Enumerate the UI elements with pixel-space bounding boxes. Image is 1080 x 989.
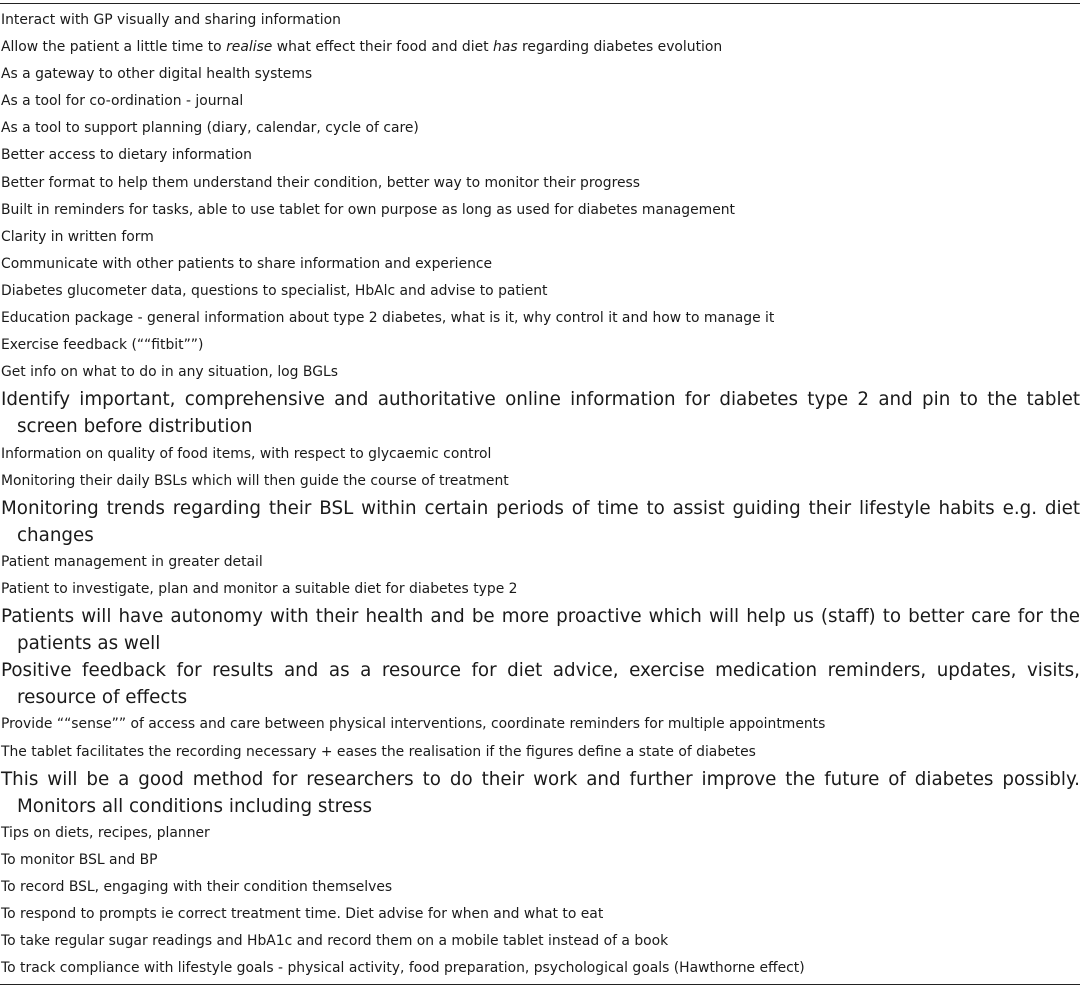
table-row: To track compliance with lifestyle goals - physical activity, food preparation, psychological goals (Hawthorne effect) bbox=[1, 960, 805, 977]
table-row: As a gateway to other digital health systems bbox=[1, 66, 313, 83]
table-row: Information on quality of food items, with respect to glycaemic control bbox=[1, 445, 492, 462]
bottom-rule bbox=[0, 984, 1080, 985]
table-row: As a tool for co-ordination - journal bbox=[1, 93, 244, 110]
table-row: Patient to investigate, plan and monitor a suitable diet for diabetes type 2 bbox=[1, 580, 518, 597]
row-emphasis: has bbox=[493, 39, 518, 56]
table-row: As a tool to support planning (diary, calendar, cycle of care) bbox=[1, 120, 419, 137]
table-row: Communicate with other patients to share information and experience bbox=[1, 255, 493, 272]
table-row: Positive feedback for results and as a resource for diet advice, exercise medication reminders, updates, visits, resource of effects bbox=[1, 660, 1080, 709]
table-row: Tips on diets, recipes, planner bbox=[1, 824, 210, 841]
table-row: To record BSL, engaging with their condition themselves bbox=[1, 879, 393, 895]
table-row: Diabetes glucometer data, questions to specialist, HbAlc and advise to patient bbox=[1, 282, 548, 299]
table-row: The tablet facilitates the recording necessary + eases the realisation if the figures define a state of diabetes bbox=[1, 743, 756, 760]
table bbox=[0, 3, 1080, 985]
table-row: Clarity in written form bbox=[1, 228, 154, 245]
table-row: Better format to help them understand their condition, better way to monitor their progress bbox=[1, 174, 641, 191]
table-row bbox=[0, 34, 1080, 61]
table-row: Better access to dietary information bbox=[1, 147, 252, 164]
table-row: Patient management in greater detail bbox=[1, 553, 263, 570]
table-row: Get info on what to do in any situation, log BGLs bbox=[1, 364, 338, 381]
table-row: To take regular sugar readings and HbA1c and record them on a mobile tablet instead of a book bbox=[1, 933, 669, 950]
table-row: To monitor BSL and BP bbox=[1, 851, 158, 868]
table-row: Exercise feedback (““fitbit””) bbox=[1, 337, 204, 354]
table-row: This will be a good method for researchers to do their work and further improve the future of diabetes possibly. Monitors all conditions including stress bbox=[1, 768, 1080, 817]
table-row: Identify important, comprehensive and authoritative online information for diabetes type 2 and pin to the tablet screen before distribution bbox=[1, 389, 1080, 438]
table-row: Monitoring trends regarding their BSL within certain periods of time to assist guiding their lifestyle habits e.g. diet changes bbox=[1, 497, 1080, 546]
table-row: Built in reminders for tasks, able to use tablet for own purpose as long as used for diabetes management bbox=[1, 201, 735, 218]
table-row: Patients will have autonomy with their health and be more proactive which will help us (staff) to better care for the patients as well bbox=[1, 606, 1080, 655]
table-row: To respond to prompts ie correct treatment time. Diet advise for when and what to eat bbox=[1, 906, 604, 923]
table-row: Education package - general information about type 2 diabetes, what is it, why control it and how to manage it bbox=[1, 310, 775, 327]
table-body bbox=[0, 4, 1080, 984]
row-emphasis: realise bbox=[226, 39, 273, 56]
table-row: Monitoring their daily BSLs which will then guide the course of treatment bbox=[1, 472, 509, 489]
row-text: Allow the patient a little time to bbox=[1, 39, 227, 56]
table-row: Provide ““sense”” of access and care between physical interventions, coordinate reminders for multiple appointments bbox=[1, 716, 826, 733]
row-text: regarding diabetes evolution bbox=[517, 39, 723, 56]
row-text: what effect their food and diet bbox=[272, 39, 494, 56]
table-row: Interact with GP visually and sharing information bbox=[1, 12, 341, 28]
